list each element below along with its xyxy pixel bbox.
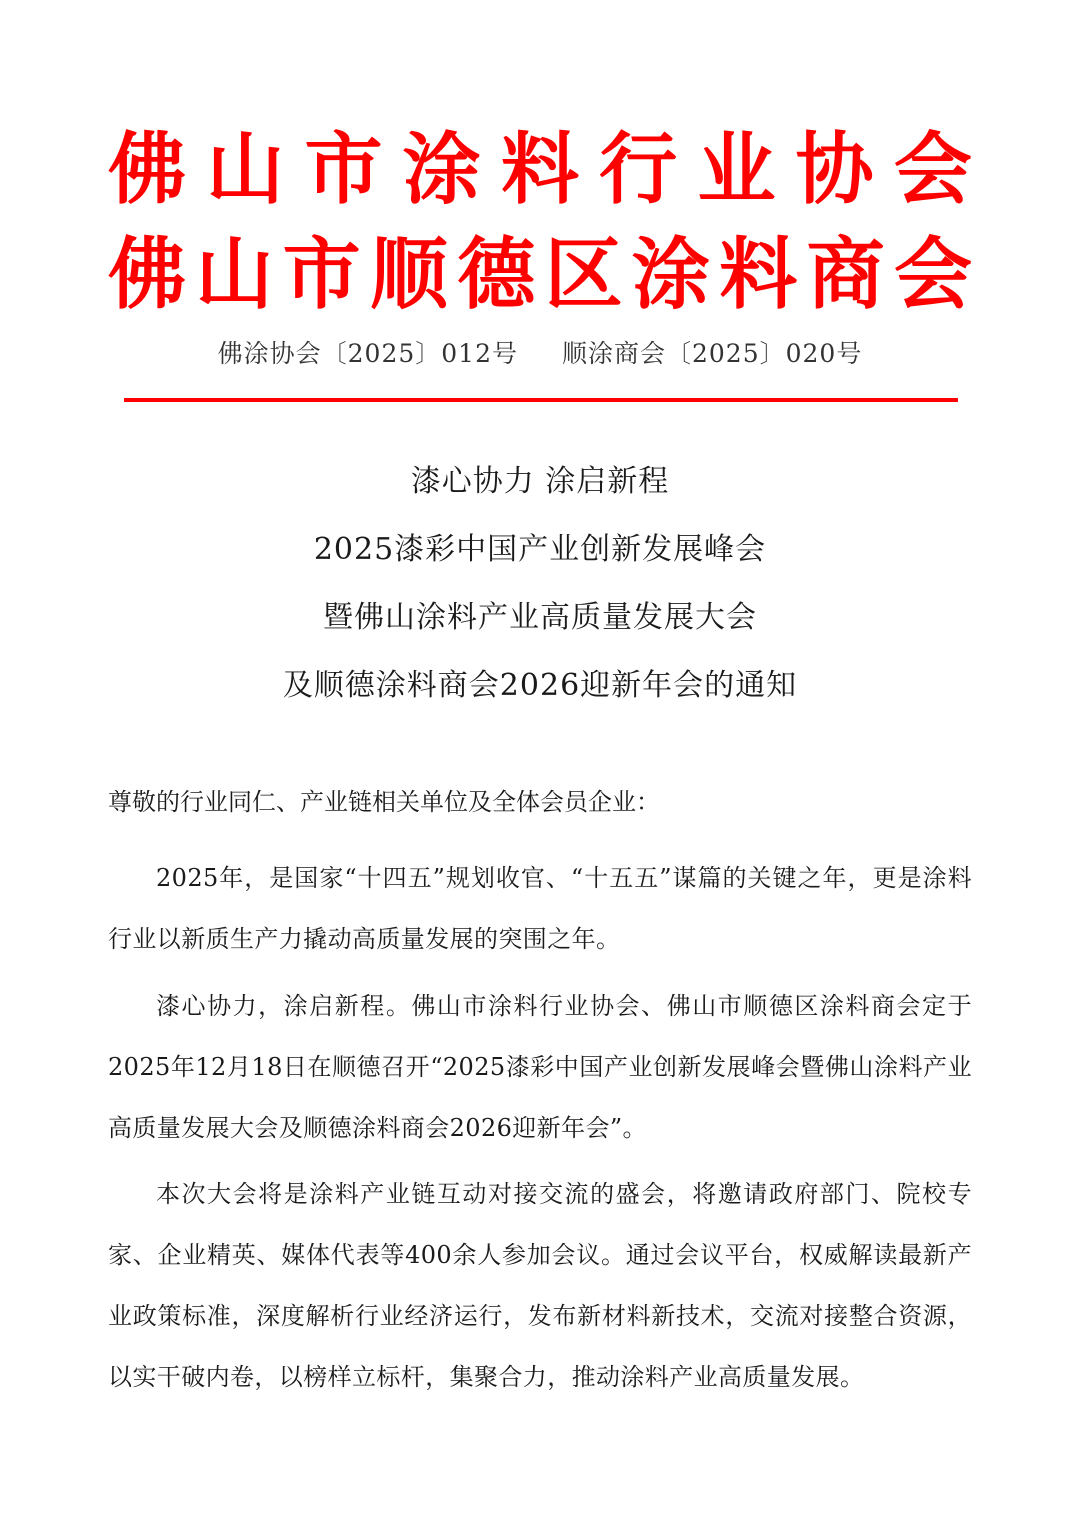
salutation: 尊敬的行业同仁、产业链相关单位及全体会员企业： (108, 788, 660, 816)
org-title-char: 业 (697, 125, 776, 215)
org-title-chamber (108, 230, 972, 320)
org-title-char: 涂 (402, 125, 481, 215)
org-title-char: 山 (206, 125, 285, 215)
org-title-char: 佛 (108, 125, 187, 215)
org-title-char: 区 (544, 230, 623, 320)
notice-title-line: 2025漆彩中国产业创新发展峰会 (313, 532, 767, 567)
org-title-char: 德 (457, 230, 536, 320)
org-title-char: 会 (893, 125, 972, 215)
body-paragraph: 本次大会将是涂料产业链互动对接交流的盛会，将邀请政府部门、院校专家、企业精英、媒体代表等400余人参加会议。通过会议平台，权威解读最新产业政策标准，深度解析行业经济运行，发布新材料新技术，交流对接整合资源，以实干破内卷，以榜样立标杆，集聚合力，推动涂料产业高质量发展。 (108, 1180, 972, 1391)
body-paragraph: 漆心协力，涂启新程。佛山市涂料行业协会、佛山市顺德区涂料商会定于2025年12月18日在顺德召开“2025漆彩中国产业创新发展峰会暨佛山涂料产业高质量发展大会及顺德涂料商会2026迎新年会”。 (108, 992, 972, 1142)
notice-title (0, 448, 1080, 720)
notice-title-line: 及顺德涂料商会2026迎新年会的通知 (282, 668, 798, 703)
org-title-char: 商 (806, 230, 885, 320)
org-title-char: 行 (599, 125, 678, 215)
notice-title-line: 暨佛山涂料产业高质量发展大会 (323, 600, 757, 635)
document-number (0, 336, 1080, 372)
org-title-char: 会 (893, 230, 972, 320)
org-title-char: 市 (282, 230, 361, 320)
org-title-char: 山 (195, 230, 274, 320)
org-title-char: 协 (795, 125, 874, 215)
body-paragraph: 2025年，是国家“十四五”规划收官、“十五五”谋篇的关键之年，更是涂料行业以新质生产力撬动高质量发展的突围之年。 (108, 864, 972, 953)
org-title-association (108, 125, 972, 215)
org-title-char: 顺 (369, 230, 448, 320)
document-number-association: 佛涂协会〔2025〕012号 (217, 339, 518, 368)
document-number-chamber: 顺涂商会〔2025〕020号 (562, 339, 863, 368)
org-title-char: 料 (719, 230, 798, 320)
org-title-char: 涂 (631, 230, 710, 320)
org-title-char: 料 (500, 125, 579, 215)
notice-title-line: 漆心协力 涂启新程 (410, 464, 670, 499)
org-title-char: 佛 (108, 230, 187, 320)
red-divider (124, 398, 958, 402)
org-title-char: 市 (304, 125, 383, 215)
